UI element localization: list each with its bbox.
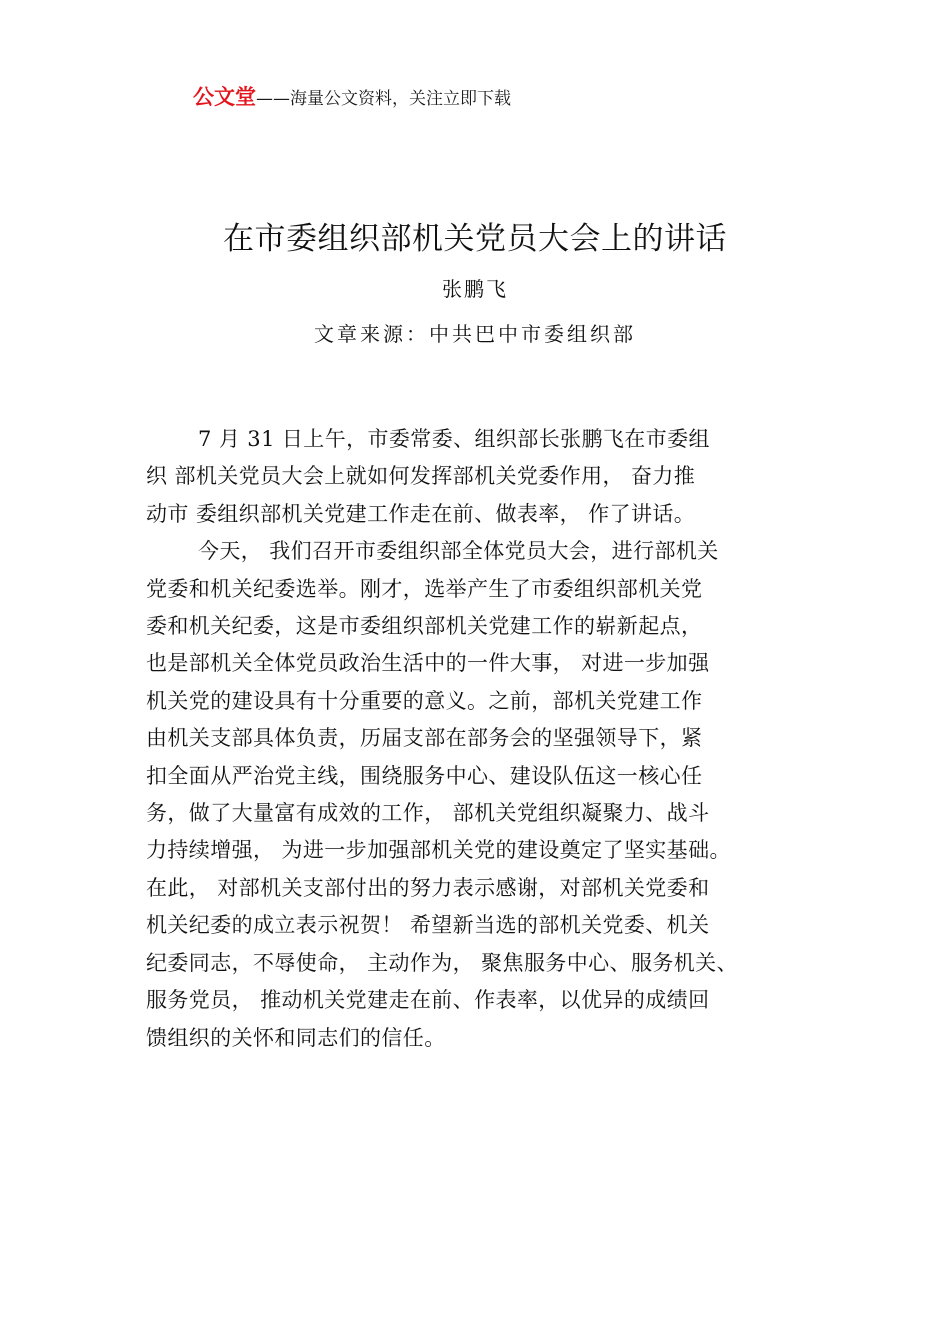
- paragraph-line: 服务党员， 推动机关党建走在前、作表率，以优异的成绩回: [146, 988, 710, 1013]
- paragraph-line: 委和机关纪委，这是市委组织部机关党建工作的崭新起点，: [146, 614, 703, 639]
- header-banner: [193, 84, 511, 112]
- brand-name: 公文堂: [193, 85, 256, 109]
- header-slogan: ——海量公文资料，关注立即下载: [256, 89, 511, 109]
- paragraph-line: 馈组织的关怀和同志们的信任。: [146, 1025, 446, 1050]
- paragraph-line: 在此， 对部机关支部付出的努力表示感谢，对部机关党委和: [146, 875, 710, 900]
- paragraph-2: [146, 533, 836, 1057]
- document-body: [146, 421, 836, 1057]
- paragraph-line: 织 部机关党员大会上就如何发挥部机关党委作用， 奋力推: [146, 464, 696, 489]
- paragraph-line: 扣全面从严治党主线，围绕服务中心、建设队伍这一核心任: [146, 763, 703, 788]
- paragraph-line: 机关纪委的成立表示祝贺！ 希望新当选的部机关党委、机关: [146, 913, 710, 938]
- paragraph-line: 动市 委组织部机关党建工作走在前、做表率， 作了讲话。: [146, 501, 696, 526]
- document-author: 张鹏飞: [442, 277, 508, 301]
- paragraph-line: 今天， 我们召开市委组织部全体党员大会，进行部机关: [198, 539, 719, 564]
- paragraph-line: 纪委同志，不辱使命， 主动作为， 聚焦服务中心、服务机关、: [146, 950, 738, 975]
- document-title: 在市委组织部机关党员大会上的讲话: [223, 221, 727, 257]
- paragraph-1: [146, 421, 836, 533]
- paragraph-line: 也是部机关全体党员政治生活中的一件大事， 对进一步加强: [146, 651, 710, 676]
- paragraph-line: 力持续增强， 为进一步加强部机关党的建设奠定了坚实基础。: [146, 838, 731, 863]
- paragraph-line: 务，做了大量富有成效的工作， 部机关党组织凝聚力、战斗: [146, 801, 710, 826]
- paragraph-line: 机关党的建设具有十分重要的意义。之前，部机关党建工作: [146, 688, 703, 713]
- paragraph-line: 由机关支部具体负责，历届支部在部务会的坚强领导下，紧: [146, 726, 703, 751]
- document-source: 文章来源：中共巴中市委组织部: [314, 322, 636, 346]
- paragraph-line: 7 月 31 日上午，市委常委、组织部长张鹏飞在市委组: [198, 427, 710, 451]
- paragraph-line: 党委和机关纪委选举。刚才，选举产生了市委组织部机关党: [146, 576, 703, 601]
